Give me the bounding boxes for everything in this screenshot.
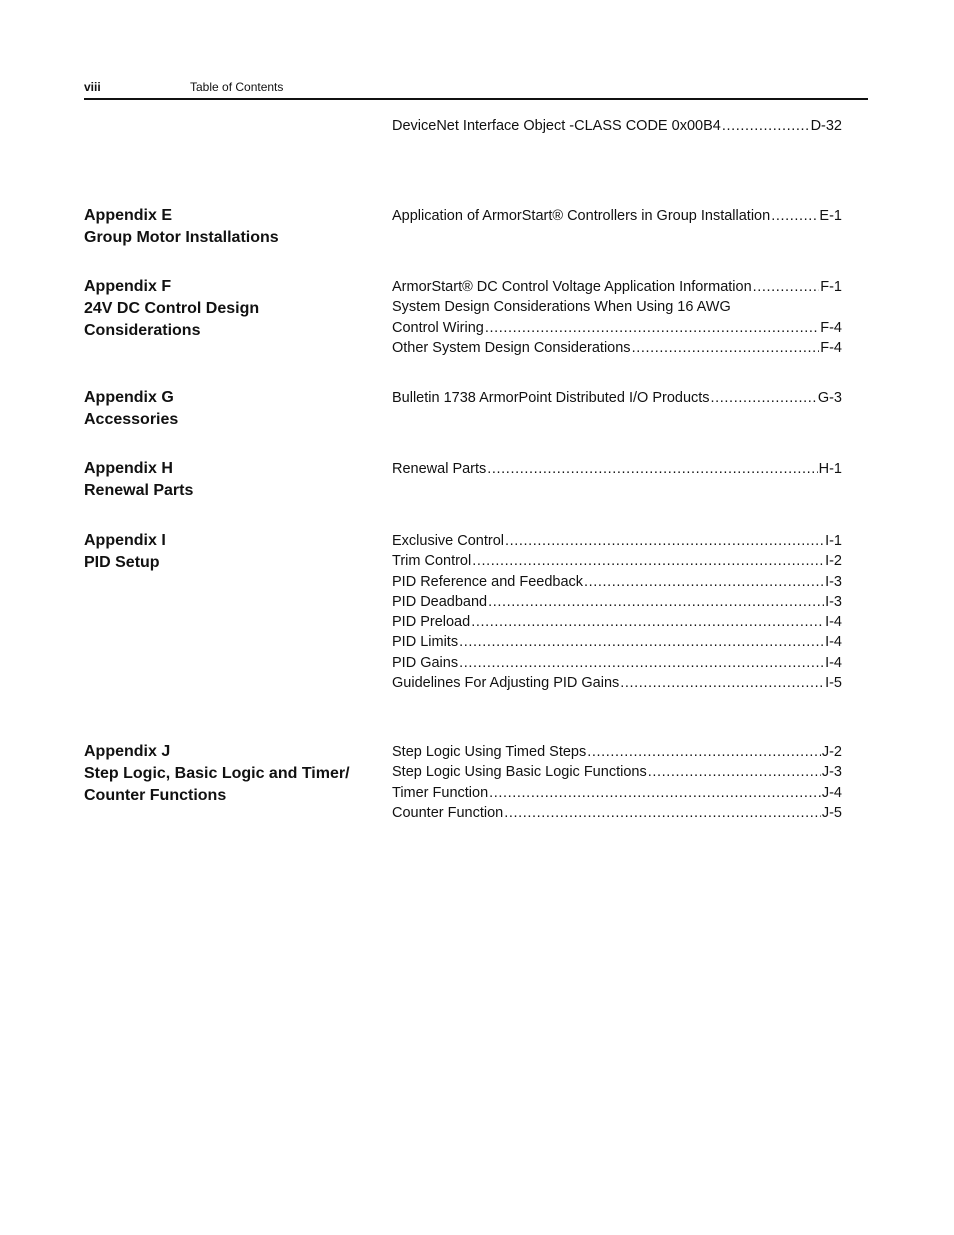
entry-page: I-3 <box>825 573 842 590</box>
toc-entry[interactable] <box>392 783 842 803</box>
entry-title: Control Wiring <box>392 319 484 336</box>
dot-leader <box>753 277 820 297</box>
entry-page: J-4 <box>821 784 842 801</box>
toc-entry[interactable] <box>392 206 842 226</box>
appendix-title: Counter Functions <box>84 787 227 804</box>
appendix-title: Renewal Parts <box>84 482 194 499</box>
entry-page: D-32 <box>810 118 842 134</box>
entry-page: F-4 <box>820 319 842 336</box>
entry-page: E-1 <box>819 208 842 224</box>
toc-entry[interactable] <box>392 592 842 612</box>
appendix-title: PID Setup <box>84 554 160 571</box>
toc-entries-i <box>392 531 842 693</box>
toc-entries-g <box>392 388 842 408</box>
toc-entries-f <box>392 277 842 358</box>
appendix-e-heading <box>84 205 374 249</box>
entry-page: I-1 <box>825 533 842 549</box>
appendix-label: Appendix E <box>84 207 173 224</box>
appendix-f-heading <box>84 276 374 342</box>
dot-leader <box>459 632 824 652</box>
toc-entries-d <box>392 116 842 136</box>
toc-entry[interactable] <box>392 297 842 317</box>
toc-entry[interactable] <box>392 803 842 823</box>
dot-leader <box>471 612 824 632</box>
entry-title: PID Limits <box>392 634 459 651</box>
toc-entries-j <box>392 742 842 823</box>
entry-page: I-4 <box>825 634 842 651</box>
entry-title: Trim Control <box>392 553 472 570</box>
dot-leader <box>487 459 817 479</box>
entry-page: I-5 <box>825 675 842 692</box>
entry-title: Counter Function <box>392 804 504 821</box>
entry-page: H-1 <box>818 461 842 477</box>
toc-entry[interactable] <box>392 277 842 297</box>
entry-title: Other System Design Considerations <box>392 339 631 356</box>
header-rule <box>84 98 868 100</box>
appendix-h-heading <box>84 458 374 502</box>
entry-title: Step Logic Using Timed Steps <box>392 744 587 760</box>
dot-leader <box>489 783 821 803</box>
entry-page: I-3 <box>825 593 842 610</box>
toc-entries-e <box>392 206 842 226</box>
dot-leader <box>632 338 820 358</box>
entry-title: ArmorStart® DC Control Voltage Application Information <box>392 279 752 295</box>
entry-title: System Design Considerations When Using 16 AWG <box>392 299 731 316</box>
dot-leader <box>722 116 810 136</box>
entry-title: Guidelines For Adjusting PID Gains <box>392 675 620 692</box>
page-number: viii <box>84 80 101 94</box>
entry-page: F-1 <box>820 279 842 295</box>
dot-leader <box>771 206 818 226</box>
entry-page: I-2 <box>825 553 842 570</box>
entry-page: F-4 <box>820 339 842 356</box>
toc-entry[interactable] <box>392 459 842 479</box>
entry-page: I-4 <box>825 654 842 671</box>
appendix-label: Appendix H <box>84 460 173 477</box>
entry-title: PID Gains <box>392 654 459 671</box>
dot-leader <box>587 742 821 762</box>
toc-entry[interactable] <box>392 612 842 632</box>
dot-leader <box>711 388 817 408</box>
dot-leader <box>584 572 824 592</box>
toc-entry[interactable] <box>392 673 842 693</box>
appendix-label: Appendix F <box>84 278 172 295</box>
dot-leader <box>620 673 824 693</box>
entry-page: G-3 <box>817 390 842 406</box>
appendix-label: Appendix I <box>84 532 166 549</box>
dot-leader <box>648 762 821 782</box>
header-title: Table of Contents <box>190 80 284 94</box>
entry-title: PID Deadband <box>392 593 488 610</box>
appendix-g-heading <box>84 387 374 431</box>
dot-leader <box>505 531 824 551</box>
toc-entries-h <box>392 459 842 479</box>
entry-title: Application of ArmorStart® Controllers in Group Installation <box>392 208 771 224</box>
toc-entry[interactable] <box>392 116 842 136</box>
appendix-title: Step Logic, Basic Logic and Timer/ <box>84 765 350 782</box>
toc-entry[interactable] <box>392 551 842 571</box>
entry-title: Step Logic Using Basic Logic Functions <box>392 764 647 781</box>
appendix-i-heading <box>84 530 374 574</box>
dot-leader <box>472 551 824 571</box>
entry-page: J-2 <box>821 744 842 760</box>
dot-leader <box>485 318 819 338</box>
appendix-label: Appendix J <box>84 743 171 760</box>
appendix-title: Considerations <box>84 322 201 339</box>
entry-title: PID Reference and Feedback <box>392 573 584 590</box>
entry-title: PID Preload <box>392 614 471 631</box>
dot-leader <box>459 653 824 673</box>
appendix-title: 24V DC Control Design <box>84 300 260 317</box>
dot-leader <box>488 592 824 612</box>
toc-entry[interactable] <box>392 653 842 673</box>
entry-title: Timer Function <box>392 784 489 801</box>
toc-entry[interactable] <box>392 632 842 652</box>
appendix-j-heading <box>84 741 374 807</box>
toc-entry[interactable] <box>392 531 842 551</box>
entry-title: Exclusive Control <box>392 533 505 549</box>
page-header <box>84 80 868 100</box>
entry-title: DeviceNet Interface Object -CLASS CODE 0x00B4 <box>392 118 721 134</box>
toc-entry[interactable] <box>392 388 842 408</box>
entry-page: I-4 <box>825 614 842 631</box>
entry-title: Bulletin 1738 ArmorPoint Distributed I/O Products <box>392 390 710 406</box>
toc-entry[interactable] <box>392 318 842 338</box>
entry-page: J-3 <box>821 764 842 781</box>
toc-entry[interactable] <box>392 572 842 592</box>
appendix-label: Appendix G <box>84 389 174 406</box>
appendix-title: Accessories <box>84 411 179 428</box>
entry-title: Renewal Parts <box>392 461 487 477</box>
toc-entry[interactable] <box>392 338 842 358</box>
appendix-title: Group Motor Installations <box>84 229 279 246</box>
toc-entry[interactable] <box>392 742 842 762</box>
entry-page: J-5 <box>821 804 842 821</box>
dot-leader <box>504 803 821 823</box>
toc-entry[interactable] <box>392 762 842 782</box>
